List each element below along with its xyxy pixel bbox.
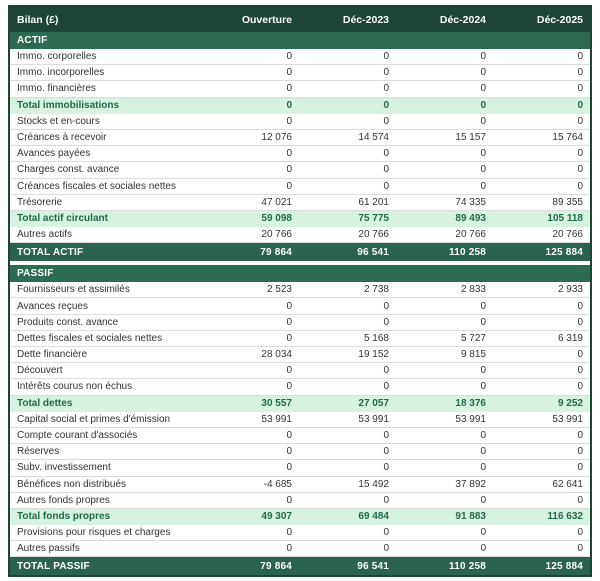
cell-value: 0	[577, 180, 583, 192]
cell-value: 0	[383, 462, 389, 474]
cell-value: 0	[577, 99, 583, 111]
cell-value: 110 258	[449, 246, 486, 258]
cell-value: 0	[480, 99, 486, 111]
cell-value: 62 641	[552, 478, 583, 490]
cell-value: 0	[286, 67, 292, 79]
cell-value: 2 933	[557, 284, 583, 296]
table-row	[10, 363, 590, 379]
cell-value: 0	[480, 365, 486, 377]
cell-value: 0	[480, 527, 486, 539]
cell-value: 0	[577, 543, 583, 555]
cell-value: 0	[577, 462, 583, 474]
cell-value: 0	[480, 115, 486, 127]
cell-value: 6 319	[557, 332, 583, 344]
row-label: Intérêts courus non échus	[17, 381, 133, 393]
cell-value: 9 252	[557, 397, 583, 409]
cell-value: 0	[286, 51, 292, 63]
cell-value: 0	[577, 527, 583, 539]
total-passif-row	[10, 557, 590, 575]
column-header-dec-2023: Déc-2023	[342, 13, 389, 26]
cell-value: 0	[286, 316, 292, 328]
cell-value: 105 118	[547, 212, 583, 224]
row-label: Charges const. avance	[17, 164, 120, 176]
subtotal-row	[10, 98, 590, 114]
row-label: Créances fiscales et sociales nettes	[17, 180, 176, 192]
cell-value: 0	[480, 446, 486, 458]
cell-value: 0	[286, 365, 292, 377]
table-header-row	[10, 7, 590, 32]
table-row	[10, 460, 590, 476]
cell-value: 20 766	[552, 229, 583, 241]
table-row	[10, 282, 590, 298]
cell-value: 0	[286, 543, 292, 555]
cell-value: 15 157	[455, 132, 486, 144]
cell-value: 37 892	[455, 478, 486, 490]
cell-value: 53 991	[358, 413, 389, 425]
column-header-dec-2024: Déc-2024	[439, 13, 486, 26]
cell-value: 15 764	[552, 132, 583, 144]
row-label: Réserves	[17, 446, 60, 458]
cell-value: 27 057	[358, 397, 389, 409]
cell-value: 18 376	[455, 397, 486, 409]
cell-value: 0	[577, 300, 583, 312]
table-row	[10, 65, 590, 81]
cell-value: 0	[577, 164, 583, 176]
table-row	[10, 146, 590, 162]
table-row	[10, 298, 590, 314]
cell-value: 0	[480, 381, 486, 393]
cell-value: 0	[577, 349, 583, 361]
cell-value: 0	[577, 115, 583, 127]
row-label: Dettes fiscales et sociales nettes	[17, 332, 163, 344]
row-label: Total actif circulant	[17, 212, 108, 224]
cell-value: 0	[383, 164, 389, 176]
table-row	[10, 493, 590, 509]
cell-value: 20 766	[358, 229, 389, 241]
cell-value: 0	[383, 148, 389, 160]
table-row	[10, 162, 590, 178]
table-body	[10, 32, 590, 575]
cell-value: 0	[480, 430, 486, 442]
cell-value: 0	[577, 381, 583, 393]
section-header-actif	[10, 32, 590, 49]
cell-value: 61 201	[358, 196, 389, 208]
row-label: Trésorerie	[17, 196, 63, 208]
section-title: PASSIF	[17, 268, 54, 280]
cell-value: 0	[383, 527, 389, 539]
cell-value: 0	[286, 83, 292, 95]
cell-value: 0	[577, 365, 583, 377]
row-label: Immo. corporelles	[17, 51, 97, 63]
table-row	[10, 130, 590, 146]
subtotal-row	[10, 509, 590, 525]
table-row	[10, 227, 590, 243]
row-label: Total fonds propres	[17, 510, 111, 522]
cell-value: 0	[577, 446, 583, 458]
column-header-ouverture: Ouverture	[241, 13, 292, 26]
cell-value: 59 098	[261, 212, 292, 224]
cell-value: 0	[383, 51, 389, 63]
cell-value: 53 991	[455, 413, 486, 425]
cell-value: 0	[383, 316, 389, 328]
table-row	[10, 331, 590, 347]
table-row	[10, 428, 590, 444]
subtotal-row	[10, 211, 590, 227]
row-label: Dette financière	[17, 349, 88, 361]
cell-value: 20 766	[455, 229, 486, 241]
cell-value: 30 557	[261, 397, 292, 409]
subtotal-row	[10, 396, 590, 412]
cell-value: 0	[383, 446, 389, 458]
table-row	[10, 525, 590, 541]
cell-value: 0	[480, 462, 486, 474]
section-header-passif	[10, 265, 590, 282]
cell-value: 0	[286, 332, 292, 344]
cell-value: 0	[577, 148, 583, 160]
cell-value: 47 021	[261, 196, 292, 208]
table-row	[10, 412, 590, 428]
cell-value: 5 727	[460, 332, 486, 344]
row-label: Produits const. avance	[17, 316, 119, 328]
cell-value: 14 574	[358, 132, 389, 144]
cell-value: 0	[286, 164, 292, 176]
cell-value: 0	[383, 180, 389, 192]
cell-value: 0	[480, 83, 486, 95]
cell-value: 0	[577, 316, 583, 328]
cell-value: 19 152	[358, 349, 389, 361]
cell-value: 0	[383, 365, 389, 377]
cell-value: 0	[286, 446, 292, 458]
row-label: Compte courant d'associés	[17, 430, 138, 442]
row-label: Total dettes	[17, 397, 73, 409]
cell-value: 0	[577, 494, 583, 506]
cell-value: 125 884	[545, 246, 583, 258]
cell-value: 2 738	[363, 284, 389, 296]
cell-value: 0	[383, 494, 389, 506]
cell-value: 53 991	[552, 413, 583, 425]
row-label: Autres actifs	[17, 229, 73, 241]
row-label: Autres fonds propres	[17, 494, 110, 506]
cell-value: 74 335	[455, 196, 486, 208]
cell-value: 0	[480, 543, 486, 555]
cell-value: 0	[383, 83, 389, 95]
table-row	[10, 477, 590, 493]
cell-value: 96 541	[357, 246, 389, 258]
row-label: TOTAL PASSIF	[17, 560, 90, 572]
cell-value: 0	[383, 67, 389, 79]
table-row	[10, 195, 590, 211]
cell-value: 0	[577, 430, 583, 442]
cell-value: 20 766	[261, 229, 292, 241]
cell-value: 110 258	[449, 560, 486, 572]
cell-value: 79 864	[260, 560, 292, 572]
cell-value: 0	[480, 148, 486, 160]
cell-value: 12 076	[261, 132, 292, 144]
cell-value: 0	[577, 83, 583, 95]
cell-value: -4 685	[263, 478, 292, 490]
row-label: Bénéfices non distribués	[17, 478, 126, 490]
row-label: Découvert	[17, 365, 63, 377]
cell-value: 0	[286, 300, 292, 312]
cell-value: 0	[286, 527, 292, 539]
table-row	[10, 49, 590, 65]
column-header-dec-2025: Déc-2025	[536, 13, 583, 26]
cell-value: 2 833	[460, 284, 486, 296]
row-label: Créances à recevoir	[17, 132, 107, 144]
cell-value: 0	[383, 300, 389, 312]
section-title: ACTIF	[17, 35, 48, 46]
row-label: Stocks et en-cours	[17, 115, 100, 127]
table-row	[10, 379, 590, 395]
cell-value: 0	[480, 300, 486, 312]
cell-value: 0	[480, 316, 486, 328]
cell-value: 96 541	[357, 560, 389, 572]
cell-value: 0	[286, 430, 292, 442]
row-label: Immo. incorporelles	[17, 67, 105, 79]
cell-value: 116 632	[547, 510, 583, 522]
table-row	[10, 315, 590, 331]
column-header-bilan: Bilan (£)	[17, 13, 59, 26]
cell-value: 0	[577, 67, 583, 79]
cell-value: 0	[577, 51, 583, 63]
row-label: Provisions pour risques et charges	[17, 527, 171, 539]
cell-value: 89 355	[552, 196, 583, 208]
cell-value: 75 775	[358, 212, 389, 224]
cell-value: 0	[286, 99, 292, 111]
cell-value: 0	[480, 494, 486, 506]
cell-value: 15 492	[358, 478, 389, 490]
cell-value: 89 493	[455, 212, 486, 224]
row-label: Capital social et primes d'émission	[17, 413, 171, 425]
cell-value: 0	[383, 381, 389, 393]
cell-value: 0	[383, 115, 389, 127]
cell-value: 28 034	[261, 349, 292, 361]
balance-sheet-table	[8, 5, 592, 577]
table-row	[10, 347, 590, 363]
row-label: Avances reçues	[17, 300, 88, 312]
cell-value: 0	[383, 543, 389, 555]
total-actif-row	[10, 243, 590, 261]
cell-value: 79 864	[260, 246, 292, 258]
table-row	[10, 541, 590, 557]
cell-value: 0	[383, 430, 389, 442]
table-row	[10, 81, 590, 97]
cell-value: 0	[480, 180, 486, 192]
cell-value: 53 991	[261, 413, 292, 425]
cell-value: 2 523	[266, 284, 292, 296]
row-label: Immo. financières	[17, 83, 96, 95]
row-label: Avances payées	[17, 148, 91, 160]
cell-value: 0	[286, 115, 292, 127]
cell-value: 49 307	[261, 510, 292, 522]
table-row	[10, 179, 590, 195]
cell-value: 91 883	[455, 510, 486, 522]
table-row	[10, 444, 590, 460]
cell-value: 0	[480, 67, 486, 79]
cell-value: 69 484	[358, 510, 389, 522]
row-label: Subv. investissement	[17, 462, 111, 474]
cell-value: 0	[286, 180, 292, 192]
cell-value: 125 884	[545, 560, 583, 572]
row-label: Total immobilisations	[17, 99, 120, 111]
row-label: TOTAL ACTIF	[17, 246, 84, 258]
cell-value: 0	[286, 494, 292, 506]
cell-value: 0	[286, 148, 292, 160]
cell-value: 0	[480, 164, 486, 176]
row-label: Fournisseurs et assimilés	[17, 284, 130, 296]
table-row	[10, 114, 590, 130]
cell-value: 9 815	[460, 349, 486, 361]
cell-value: 5 168	[363, 332, 389, 344]
cell-value: 0	[383, 99, 389, 111]
cell-value: 0	[480, 51, 486, 63]
cell-value: 0	[286, 381, 292, 393]
row-label: Autres passifs	[17, 543, 80, 555]
cell-value: 0	[286, 462, 292, 474]
